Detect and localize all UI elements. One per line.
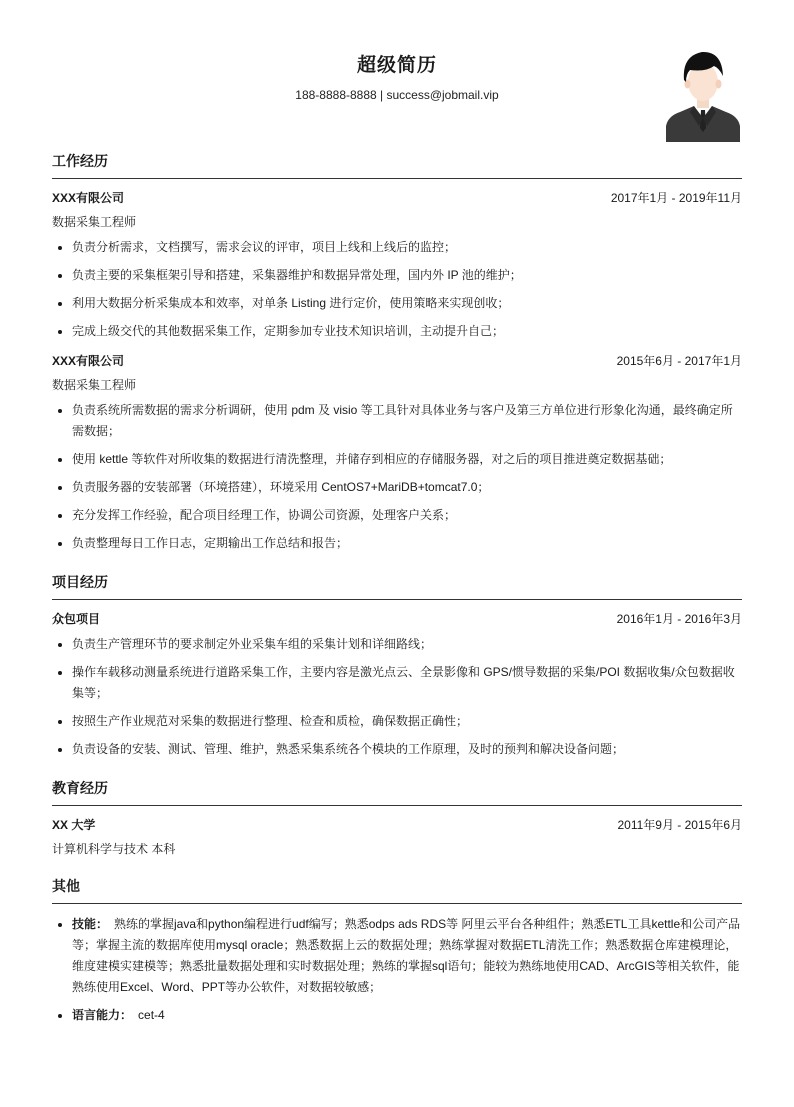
list-item: • 负责系统所需数据的需求分析调研，使用 pdm 及 visio 等工具针对具体业务与客户及第三方单位进行形象化沟通，最终确定所需数据； [72,400,742,442]
project-name: 众包项目 [52,612,101,626]
education-entry [52,816,742,858]
company-name: XXX有限公司 [52,354,125,368]
bullet-list [52,237,742,342]
contact-info: 188-8888-8888 | success@jobmail.vip [295,88,499,102]
list-item [72,1005,742,1026]
list-item: • 负责生产管理环节的要求制定外业采集车组的采集计划和详细路线； [72,634,742,655]
list-item: • 负责主要的采集框架引导和搭建，采集器维护和数据异常处理，国内外 IP 池的维护； [72,265,742,286]
avatar [666,46,740,142]
resume-content [52,151,742,1044]
list-item: • 负责设备的安装、测试、管理、维护，熟悉采集系统各个模块的工作原理，及时的预判和解决设备问题； [72,739,742,760]
list-item: • 操作车载移动测量系统进行道路采集工作，主要内容是激光点云、全景影像和 GPS/惯导数据的采集/POI 数据收集/众包数据收集等； [72,662,742,704]
bullet-list [52,400,742,554]
section-title: 其他 [52,876,742,904]
work-entry [52,189,742,342]
job-title: 数据采集工程师 [52,378,137,392]
list-item: • 使用 kettle 等软件对所收集的数据进行清洗整理，并储存到相应的存储服务器，对之后的项目推进奠定数据基础； [72,449,742,470]
date-range: 2016年1月 - 2016年3月 [616,612,742,626]
project-experience-section [52,572,742,760]
section-title: 教育经历 [52,778,742,806]
list-item: • 负责整理每日工作日志，定期输出工作总结和报告； [72,533,742,554]
list-item: • 负责服务器的安装部署（环境搭建），环境采用 CentOS7+MariDB+tomcat7.0； [72,477,742,498]
company-name: XXX有限公司 [52,191,125,205]
project-entry [52,610,742,760]
education-section [52,778,742,858]
list-item: • 完成上级交代的其他数据采集工作，定期参加专业技术知识培训，主动提升自己； [72,321,742,342]
work-experience-section [52,151,742,554]
list-item: • 按照生产作业规范对采集的数据进行整理、检查和质检，确保数据正确性； [72,711,742,732]
other-section [52,876,742,1026]
list-item: • 负责分析需求，文档撰写，需求会议的评审，项目上线和上线后的监控； [72,237,742,258]
language-text: cet-4 [138,1008,165,1022]
work-entry [52,352,742,554]
section-title: 项目经历 [52,572,742,600]
school-name: XX 大学 [52,818,96,832]
job-title: 数据采集工程师 [52,215,137,229]
list-item: • 充分发挥工作经验，配合项目经理工作，协调公司资源，处理客户关系； [72,505,742,526]
language-label: 语言能力： [72,1008,133,1022]
date-range: 2017年1月 - 2019年11月 [610,191,742,205]
bullet-list [52,634,742,760]
date-range: 2015年6月 - 2017年1月 [616,354,742,368]
resume-name: 超级简历 [356,55,437,76]
bullet-list [52,914,742,1026]
skills-label: 技能： [72,917,109,931]
skills-text: 熟练的掌握java和python编程进行udf编写；熟悉odps ads RDS等 阿里云平台各种组件；熟悉ETL工具kettle和公司产品等；掌握主流的数据库使用mysql oracle；熟悉数据上云的数据处理；熟练掌握对数据ETL清洗工作；熟悉数据仓库建模理论，维度建模实建模等；熟悉批量数据处理和实时数据处理；熟练的掌握sql语句；能较为熟练地使用CAD、ArcGIS等相关软件，能熟练使用Excel、Word、PPT等办公软件，对数据较敏感； [72,917,741,994]
section-title: 工作经历 [52,151,742,179]
major: 计算机科学与技术 本科 [52,842,176,856]
date-range: 2011年9月 - 2015年6月 [617,818,742,832]
list-item [72,914,742,998]
list-item: • 利用大数据分析采集成本和效率，对单条 Listing 进行定价，使用策略来实现创收； [72,293,742,314]
